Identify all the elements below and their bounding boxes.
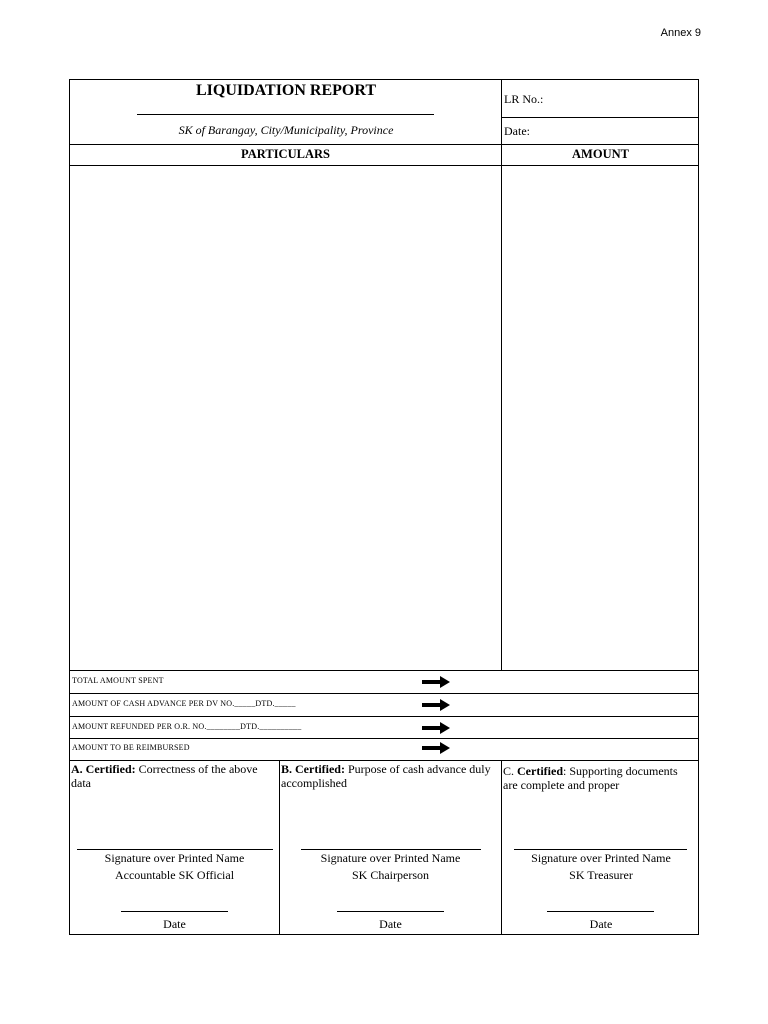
barangay-name-line[interactable] <box>137 114 434 115</box>
date-label-a: Date <box>163 917 186 931</box>
header-divider-right <box>501 117 698 118</box>
summary-top-border <box>70 670 698 671</box>
cash-advance-label: AMOUNT OF CASH ADVANCE PER DV NO._____DTD._____ <box>72 699 296 708</box>
date-label-b: Date <box>379 917 402 931</box>
arrow-right-icon <box>422 676 450 688</box>
date-label-c: Date <box>589 917 613 931</box>
liquidation-report-form <box>69 79 699 935</box>
certification-divider-2 <box>501 760 502 935</box>
date-line-c[interactable] <box>547 911 654 912</box>
signature-caption-b: Signature over Printed Name SK Chairperson <box>320 851 461 882</box>
report-title: LIQUIDATION REPORT <box>195 82 377 99</box>
date-line-b[interactable] <box>337 911 444 912</box>
summary-divider-1 <box>70 693 698 694</box>
certification-top-border <box>70 760 698 761</box>
particulars-header: PARTICULARS <box>241 147 330 161</box>
date-line-a[interactable] <box>121 911 228 912</box>
summary-divider-3 <box>70 738 698 739</box>
total-amount-spent-label: TOTAL AMOUNT SPENT <box>72 676 164 685</box>
arrow-right-icon <box>422 742 450 754</box>
certification-a-text: A. Certified: Correctness of the above data <box>71 762 258 790</box>
report-date-field[interactable]: Date: <box>504 124 530 138</box>
header-bottom-border <box>70 144 698 145</box>
certification-divider-1 <box>279 760 280 935</box>
arrow-right-icon <box>422 699 450 711</box>
signature-caption-c: Signature over Printed Name SK Treasurer <box>531 851 671 882</box>
signature-caption-a: Signature over Printed Name Accountable SK Official <box>104 851 245 882</box>
amount-refunded-label: AMOUNT REFUNDED PER O.R. NO.________DTD.__________ <box>72 722 302 731</box>
arrow-right-icon <box>422 722 450 734</box>
lr-number-field[interactable]: LR No.: <box>504 92 544 106</box>
summary-divider-2 <box>70 716 698 717</box>
annex-label: Annex 9 <box>660 27 701 39</box>
certification-b-text: B. Certified: Purpose of cash advance duly accomplished <box>281 762 491 790</box>
report-subtitle: SK of Barangay, City/Municipality, Province <box>178 123 394 137</box>
certification-c-text: C. Certified: Supporting documents are complete and proper <box>503 764 678 792</box>
amount-header: AMOUNT <box>572 147 629 161</box>
amount-cell[interactable] <box>502 166 700 670</box>
particulars-cell[interactable] <box>70 166 501 670</box>
amount-reimbursed-label: AMOUNT TO BE REIMBURSED <box>72 743 190 752</box>
